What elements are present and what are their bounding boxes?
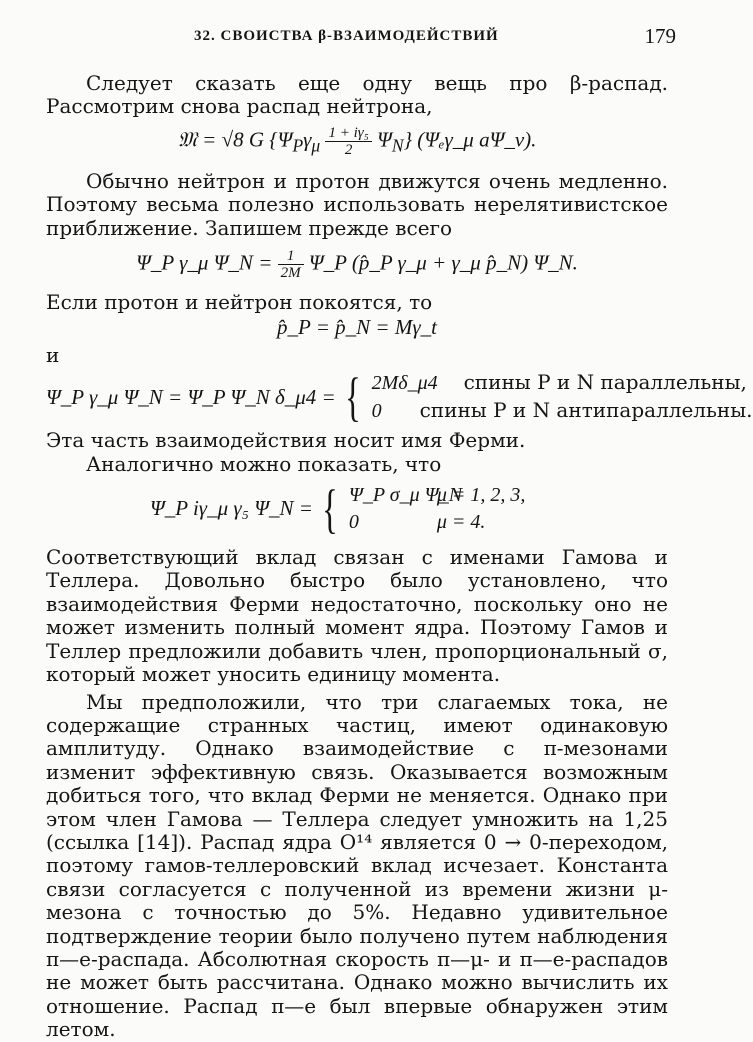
paragraph-3: Если протон и нейтрон покоятся, то [46, 290, 433, 315]
paragraph-4: и [46, 342, 60, 367]
cases [372, 369, 753, 425]
section-title: 32. СВОИСТВА β-ВЗАИМОДЕЙСТВИЙ [194, 28, 499, 44]
paragraph-5: Эта часть взаимодействия носит имя Ферми. [46, 428, 526, 453]
page-number: 179 [644, 24, 676, 48]
case-row: 0 μ = 4. [348, 511, 486, 534]
paragraph-1: Следует сказать еще одну вещь про β-распад. Рассмотрим снова распад нейтрона, [46, 71, 668, 119]
paragraph-6: Аналогично можно показать, что [86, 451, 442, 476]
equation-neutron-decay: 𝔐 = √8 G {$\Psi_P\gamma_\mu$ $\frac{\text{1 + iγ₅}}{2}$ $\Psi_N$} (Ψₑγ_μ aΨ_ν). [177, 124, 537, 158]
paragraph-7: Соответствующий вклад связан с именами Гамова и Теллера. Довольно быстро было установлено, что взаимодействия Ферми недостаточно, поскольку оно не может изменить полный момент ядра. Поэтому Гамов и Теллер предложили добавить член, пропорциональный σ, который может уносить единицу момента. [46, 545, 668, 687]
equation-nonrelativistic: Ψ_P γ_μ Ψ_N = $\frac{1}{2M}$ Ψ_P (p̂_P γ_μ + γ_μ p̂_N) Ψ_N. [136, 248, 578, 282]
case-row: Ψ_P σ_μ Ψ_Nμ = 1, 2, 3, [348, 484, 526, 507]
fraction: $\frac{1}{2M}$ [278, 248, 304, 281]
running-header [46, 24, 676, 54]
left-brace: { [322, 479, 338, 540]
equation-fermi: Ψ_P γ_μ Ψ_N = Ψ_P Ψ_N δ_μ4 = { 2Mδ_μ4 спины P и N параллельны, 0 спины P и N антипараллельны. [46, 367, 753, 428]
cases [349, 482, 526, 536]
equation-momentum: p̂_P = p̂_N = Mγ_t [277, 315, 437, 340]
page-body [46, 71, 753, 1042]
case-row: 0 спины P и N антипараллельны. [371, 398, 753, 423]
case-row: 2Mδ_μ4 спины P и N параллельны, [371, 370, 747, 395]
fraction: $\frac{\text{1 + iγ₅}}{2}$ [325, 125, 371, 158]
left-brace: { [344, 367, 361, 428]
paragraph-8: Мы предположили, что три слагаемых тока, не содержащие странных частиц, имеют одинаковую амплитуду. Однако взаимодействие с π-мезонами изменит эффективную связь. Оказывается возможным добиться того, что вклад Ферми не меняется. Однако при этом член Гамова — Теллера следует умножить на 1,25 (ссылка [14]). Распад ядра O¹⁴ является 0 → 0-переходом, поэтому гамов-теллеровский вклад исчезает. Константа связи согласуется с полученной из времени жизни μ-мезона с точностью до 5%. Недавно удивительное подтверждение теории было получено путем наблюдения π—e-распада. Абсолютная скорость π—μ- и π—e-распадов не может быть рассчитана. Однако можно вычислить их отношение. Распад π—e был впервые обнаружен этим летом. [46, 689, 668, 1042]
paragraph-2: Обычно нейтрон и протон движутся очень медленно. Поэтому весьма полезно использовать нерелятивистское приближение. Запишем прежде всего [46, 168, 668, 240]
equation-gamow-teller: Ψ_P iγ_μ γ₅ Ψ_N = { Ψ_P σ_μ Ψ_Nμ = 1, 2, 3, 0 μ = 4. [150, 479, 526, 540]
